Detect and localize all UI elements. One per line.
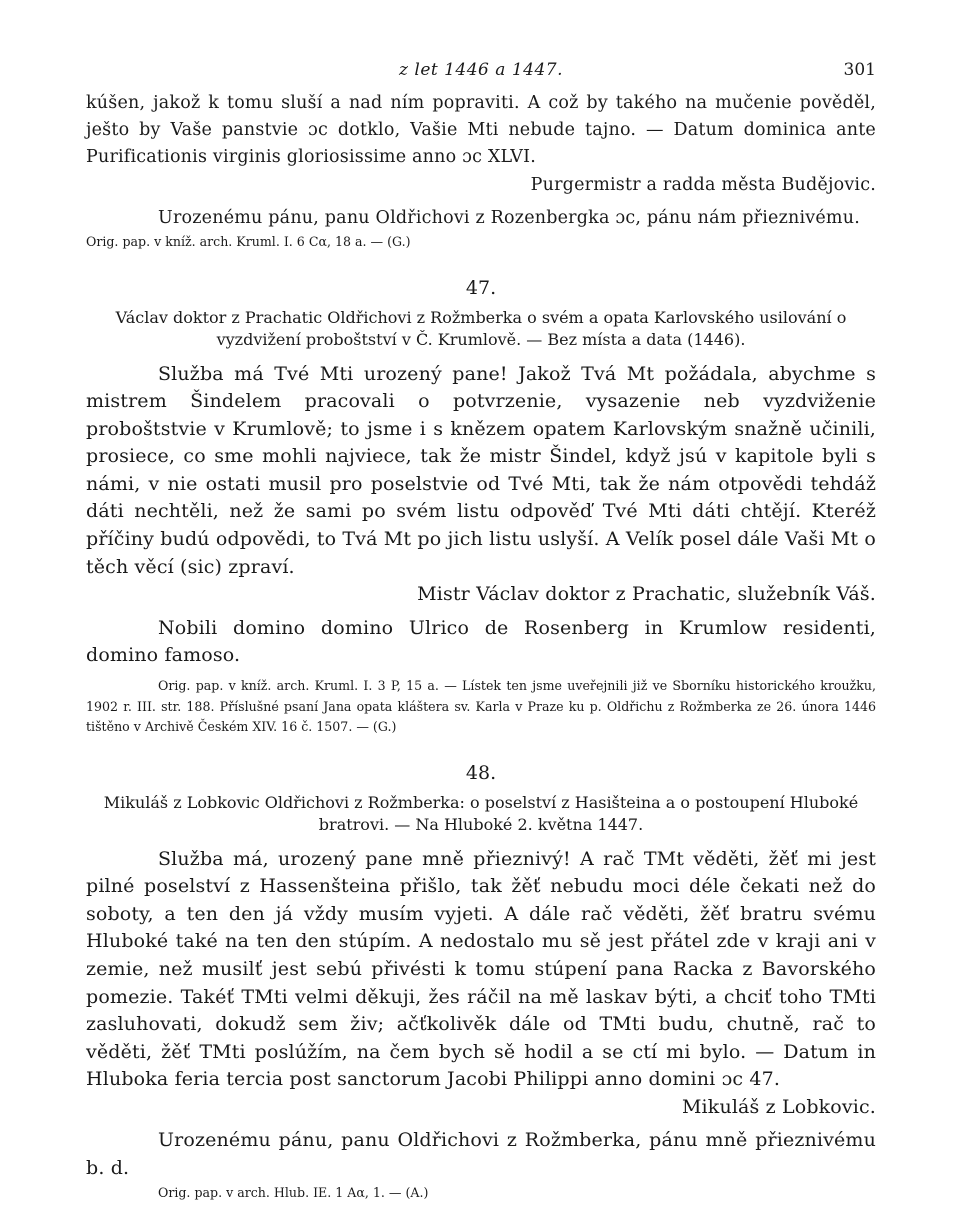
document-page xyxy=(86,60,876,1203)
document-48 xyxy=(86,762,876,1204)
running-head xyxy=(86,60,876,90)
document-number: 48. xyxy=(465,761,497,784)
letter-body: Služba má Tvé Mti urozený pane! Jakož Tvá Mt požádala, abychme s mistrem Šindelem pracovali o potvrzenie, vysazenie neb vyzdviženie proboštstvie v Krumlově; to jsme i s knězem opatem Karlovským snažně učinili, prosiece, co sme mohli najviece, tak že mistr Šindel, když jsú v kapitole byli s námi, v nie ostati musil pro poselstvie od Tvé Mti, tak že nám otpovědi tehdáž dáti nechtěli, než že sami po svém listu odpověď Tvé Mti dáti chtějí. Kteréž příčiny budú odpovědi, to Tvá Mt po jich listu uslyší. A Velík posel dále Vaši Mt o těch věcí (sic) zpraví. xyxy=(86,362,876,578)
document-regest: Mikuláš z Lobkovic Oldřichovi z Rožmberka: o poselství z Hasišteina a o postoupení Hluboké bratrovi. — Na Hluboké 2. května 1447. xyxy=(103,792,859,834)
page-number: 301 xyxy=(843,60,876,80)
document-47 xyxy=(86,277,876,738)
letter-address: Urozenému pánu, panu Oldřichovi z Rožmberka, pánu mně přieznivému b. d. xyxy=(86,1129,876,1180)
letter-body: Služba má, urozený pane mně přieznivý! A rač TMt věděti, žěť mi jest pilné poselství z Hassenšteina přišlo, tak žěť nebudu moci déle čekati než do soboty, a ten den já vždy musím vyjeti. A dále rač věděti, žěť bratru svému Hluboké také na ten den stúpím. A nedostalo mu sě jest přátel zde v kraji ani v zemie, než musilť jest sebú přivésti k tomu stúpení pana Racka z Bavorského pomezie. Takéť TMti velmi děkuji, žes ráčil na mě laskav býti, a chciť toho TMti zasluhovati, dokudž sem živ; ačťkolivěk dále od TMti budu, chutně, rač to věděti, žěť TMti poslúžím, na čem bych sě hodil a se ctí mi bylo. — Datum in Hluboka feria tercia post sanctorum Jacobi Philippi anno domini ɔc 47. xyxy=(86,847,876,1091)
document-number: 47. xyxy=(465,276,497,299)
document-regest: Václav doktor z Prachatic Oldřichovi z Rožmberka o svém a opata Karlovského usilování o vyzdvižení proboštství v Č. Krumlově. — Bez místa a data (1446). xyxy=(115,307,847,349)
letter-address: Urozenému pánu, panu Oldřichovi z Rozenbergka ɔc, pánu nám přieznivému. xyxy=(158,207,860,228)
previous-letter-end xyxy=(86,90,876,253)
source-note: Orig. pap. v kníž. arch. Kruml. I. 3 P, 15 a. — Lístek ten jsme uveřejnili již ve Sborníku historického kroužku, 1902 r. III. str. 188. Příslušné psaní Jana opata kláštera sv. Karla v Praze ku p. Oldřichu z Rožmberka ze 26. února 1446 tištěno v Archivě Českém XIV. 16 č. 1507. — (G.) xyxy=(86,678,876,735)
running-head-title: z let 1446 a 1447. xyxy=(399,60,563,80)
letter-signature: Mikuláš z Lobkovic. xyxy=(681,1095,876,1118)
source-note: Orig. pap. v arch. Hlub. IE. 1 Aα, 1. — (A.) xyxy=(158,1184,429,1200)
letter-signature: Mistr Václav doktor z Prachatic, služebník Váš. xyxy=(417,583,876,606)
letter-address: Nobili domino domino Ulrico de Rosenberg in Krumlow residenti, domino famoso. xyxy=(86,616,876,667)
letter-signature: Purgermistr a radda města Budějovic. xyxy=(530,174,876,195)
source-note: Orig. pap. v kníž. arch. Kruml. I. 6 Cα, 18 a. — (G.) xyxy=(86,234,411,250)
letter-text: kúšen, jakož k tomu sluší a nad ním popraviti. A což by takého na mučenie pověděl, ješto by Vaše panstvie ɔc dotklo, Vašie Mti nebude tajno. — Datum dominica ante Purificationis virginis gloriosissime anno ɔc XLVI. xyxy=(86,93,876,168)
